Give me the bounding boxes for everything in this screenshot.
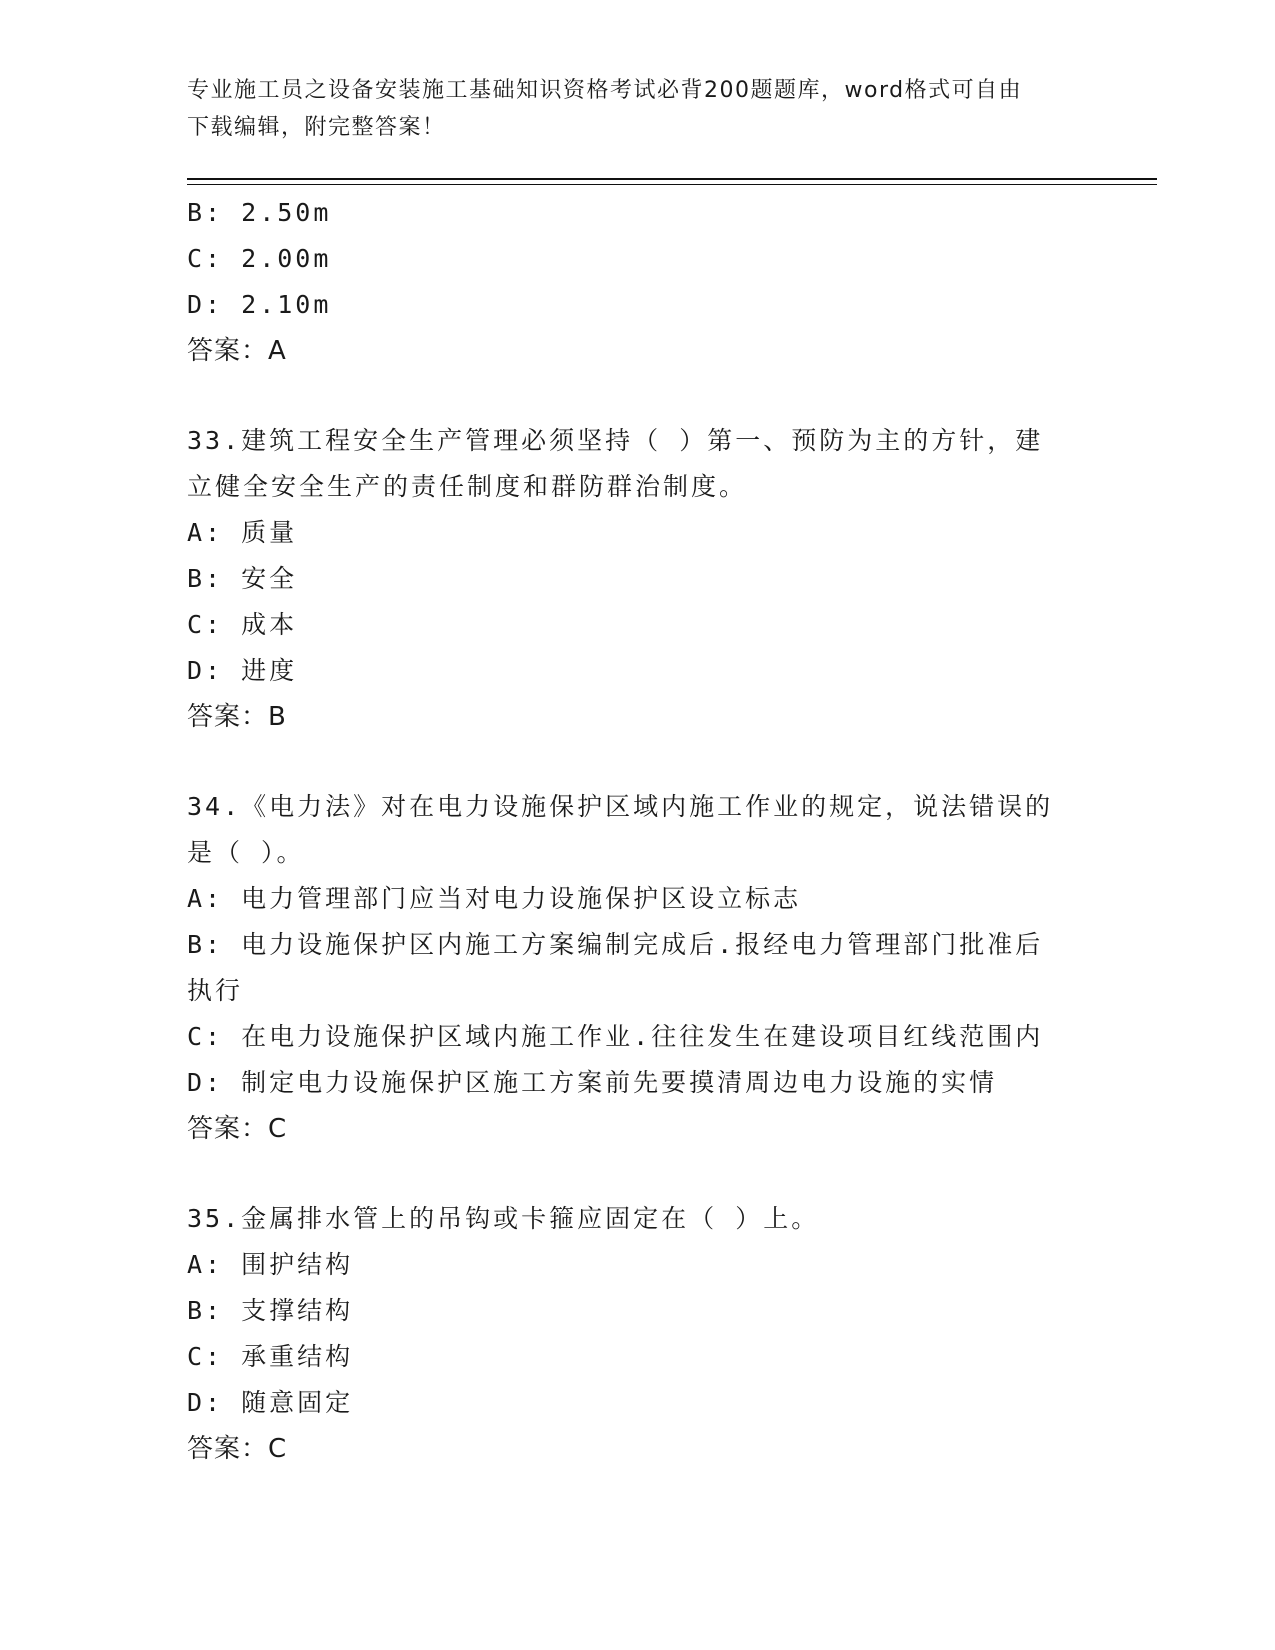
answer-line: 答案：C [187, 1114, 288, 1144]
option-b-continued: 执行 [187, 976, 244, 1005]
question-stem: 33.建筑工程安全生产管理必须坚持（ ）第一、预防为主的方针，建 [187, 426, 1044, 455]
prev-question-tail [187, 190, 1087, 374]
header-rule-thin [187, 184, 1157, 185]
header-rule-thick [187, 178, 1157, 180]
question-stem: 35.金属排水管上的吊钩或卡箍应固定在（ ）上。 [187, 1204, 820, 1233]
question-33 [187, 418, 1087, 740]
option-c: C: 成本 [187, 610, 298, 639]
option-b: B: 2.50m [187, 198, 332, 227]
option-d: D: 2.10m [187, 290, 332, 319]
option-a: A: 围护结构 [187, 1250, 354, 1279]
answer-line: 答案：A [187, 336, 287, 366]
question-34 [187, 784, 1087, 1152]
question-stem: 是（ ）。 [187, 838, 305, 867]
option-a: A: 质量 [187, 518, 298, 547]
option-c: C: 在电力设施保护区域内施工作业.往往发生在建设项目红线范围内 [187, 1022, 1044, 1051]
answer-line: 答案：C [187, 1434, 288, 1464]
option-b: B: 安全 [187, 564, 298, 593]
option-b: B: 支撑结构 [187, 1296, 354, 1325]
option-b: B: 电力设施保护区内施工方案编制完成后.报经电力管理部门批准后 [187, 930, 1044, 959]
page-header: 专业施工员之设备安装施工基础知识资格考试必背200题题库，word格式可自由 下载编辑，附完整答案！ [187, 78, 1023, 140]
option-d: D: 随意固定 [187, 1388, 354, 1417]
answer-line: 答案：B [187, 702, 287, 732]
option-d: D: 制定电力设施保护区施工方案前先要摸清周边电力设施的实情 [187, 1068, 998, 1097]
question-content [187, 190, 1087, 1472]
option-d: D: 进度 [187, 656, 298, 685]
question-stem: 立健全安全生产的责任制度和群防群治制度。 [187, 472, 748, 501]
question-35 [187, 1196, 1087, 1472]
option-c: C: 2.00m [187, 244, 332, 273]
option-a: A: 电力管理部门应当对电力设施保护区设立标志 [187, 884, 802, 913]
option-c: C: 承重结构 [187, 1342, 354, 1371]
question-stem: 34.《电力法》对在电力设施保护区域内施工作业的规定，说法错误的 [187, 792, 1054, 821]
